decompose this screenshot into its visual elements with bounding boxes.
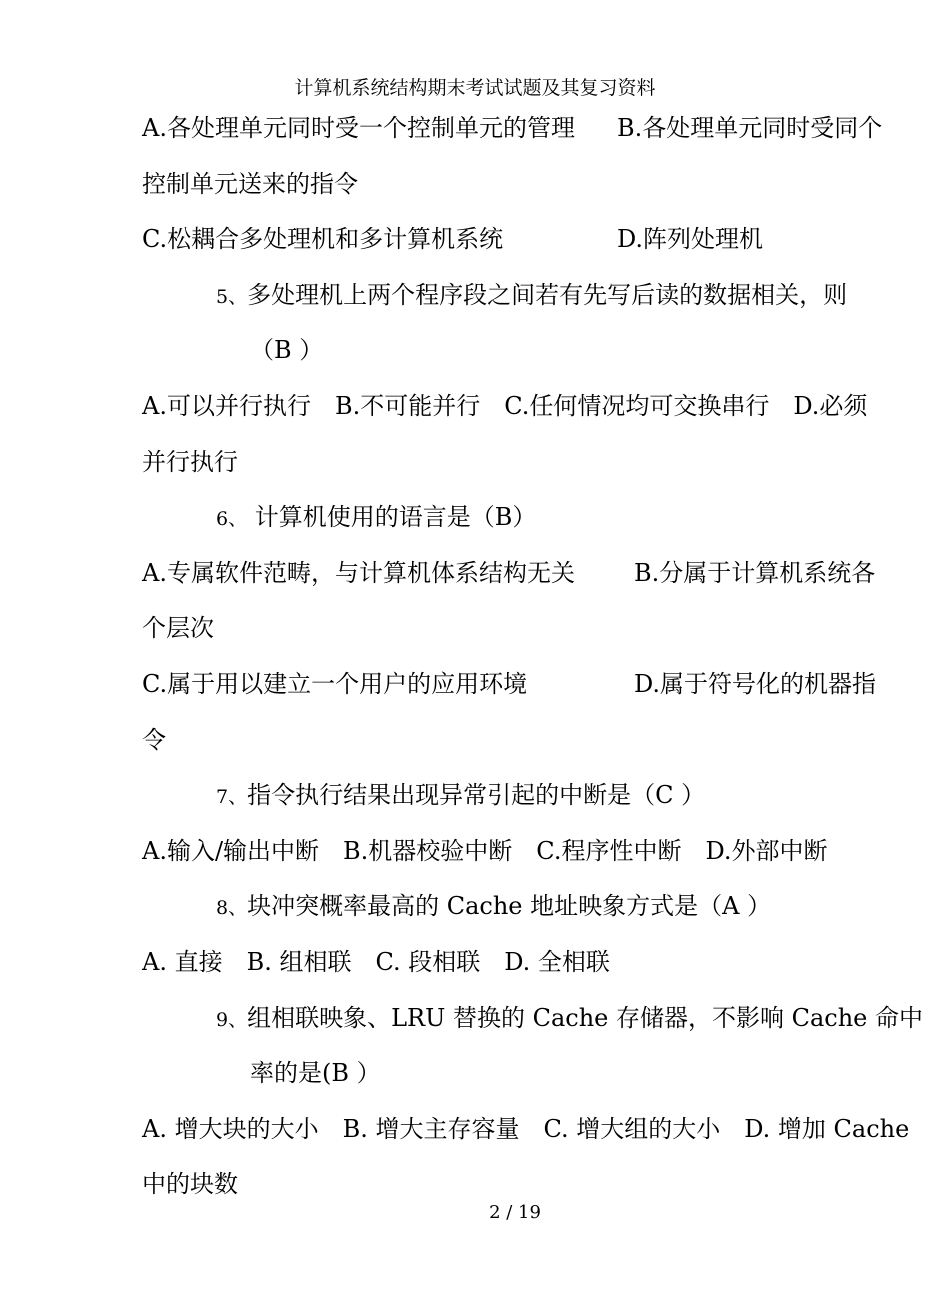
question-number: 7、 [216,786,248,809]
option-d: D.属于符号化的机器指 [634,669,877,698]
option-c: C.属于用以建立一个用户的应用环境 [142,669,528,698]
option-d: D.阵列处理机 [617,225,764,254]
option-b: B.各处理单元同时受同个 [617,114,883,142]
page-number: 2 / 19 [489,1202,541,1223]
options-line: A. 增大块的大小 B. 增大主存容量 C. 增大组的大小 D. 增加 Cache [142,1114,910,1143]
option-c: C.松耦合多处理机和多计算机系统 [142,225,504,254]
page-header: 计算机系统结构期末考试试题及其复习资料 [294,77,656,99]
question-text: 组相联映象、LRU 替换的 Cache 存储器，不影响 Cache 命中 [247,1003,924,1032]
text-line: 个层次 [142,614,214,643]
question-5 [142,268,932,324]
question-7 [142,768,932,824]
question-text: 块冲突概率最高的 Cache 地址映象方式是（A ） [247,892,772,921]
options-line: A.输入/输出中断 B.机器校验中断 C.程序性中断 D.外部中断 [142,836,828,865]
option-a: A.各处理单元同时受一个控制单元的管理 [142,114,575,142]
options-line: A. 直接 B. 组相联 C. 段相联 D. 全相联 [142,947,610,976]
question-9 [142,991,932,1047]
question-number: 9、 [216,1008,248,1031]
option-line [142,546,932,602]
question-number: 5、 [216,285,248,308]
text-line: 令 [142,725,166,754]
question-text: 多处理机上两个程序段之间若有先写后读的数据相关，则 [247,280,848,309]
question-number: 8、 [216,897,248,920]
option-line [142,657,932,713]
option-b: B.分属于计算机系统各 [634,558,876,587]
question-text: 指令执行结果出现异常引起的中断是（C ） [247,781,706,810]
option-a: A.专属软件范畴，与计算机体系结构无关 [142,558,575,587]
question-number: 6、 [216,508,248,531]
text-line: 中的块数 [142,1170,238,1199]
option-line [142,212,932,268]
options-line: A.可以并行执行 B.不可能并行 C.任何情况均可交换串行 D.必须 [142,391,868,420]
option-line [142,101,932,157]
text-line: 并行执行 [142,447,238,476]
text-line: 控制单元送来的指令 [142,169,358,198]
question-text: 计算机使用的语言是（B） [247,503,537,532]
question-8 [142,879,932,935]
question-text-continuation: 率的是(B ） [250,1059,381,1088]
answer-line: （B ） [250,336,324,365]
document-body [142,101,932,1213]
question-6 [142,490,932,546]
